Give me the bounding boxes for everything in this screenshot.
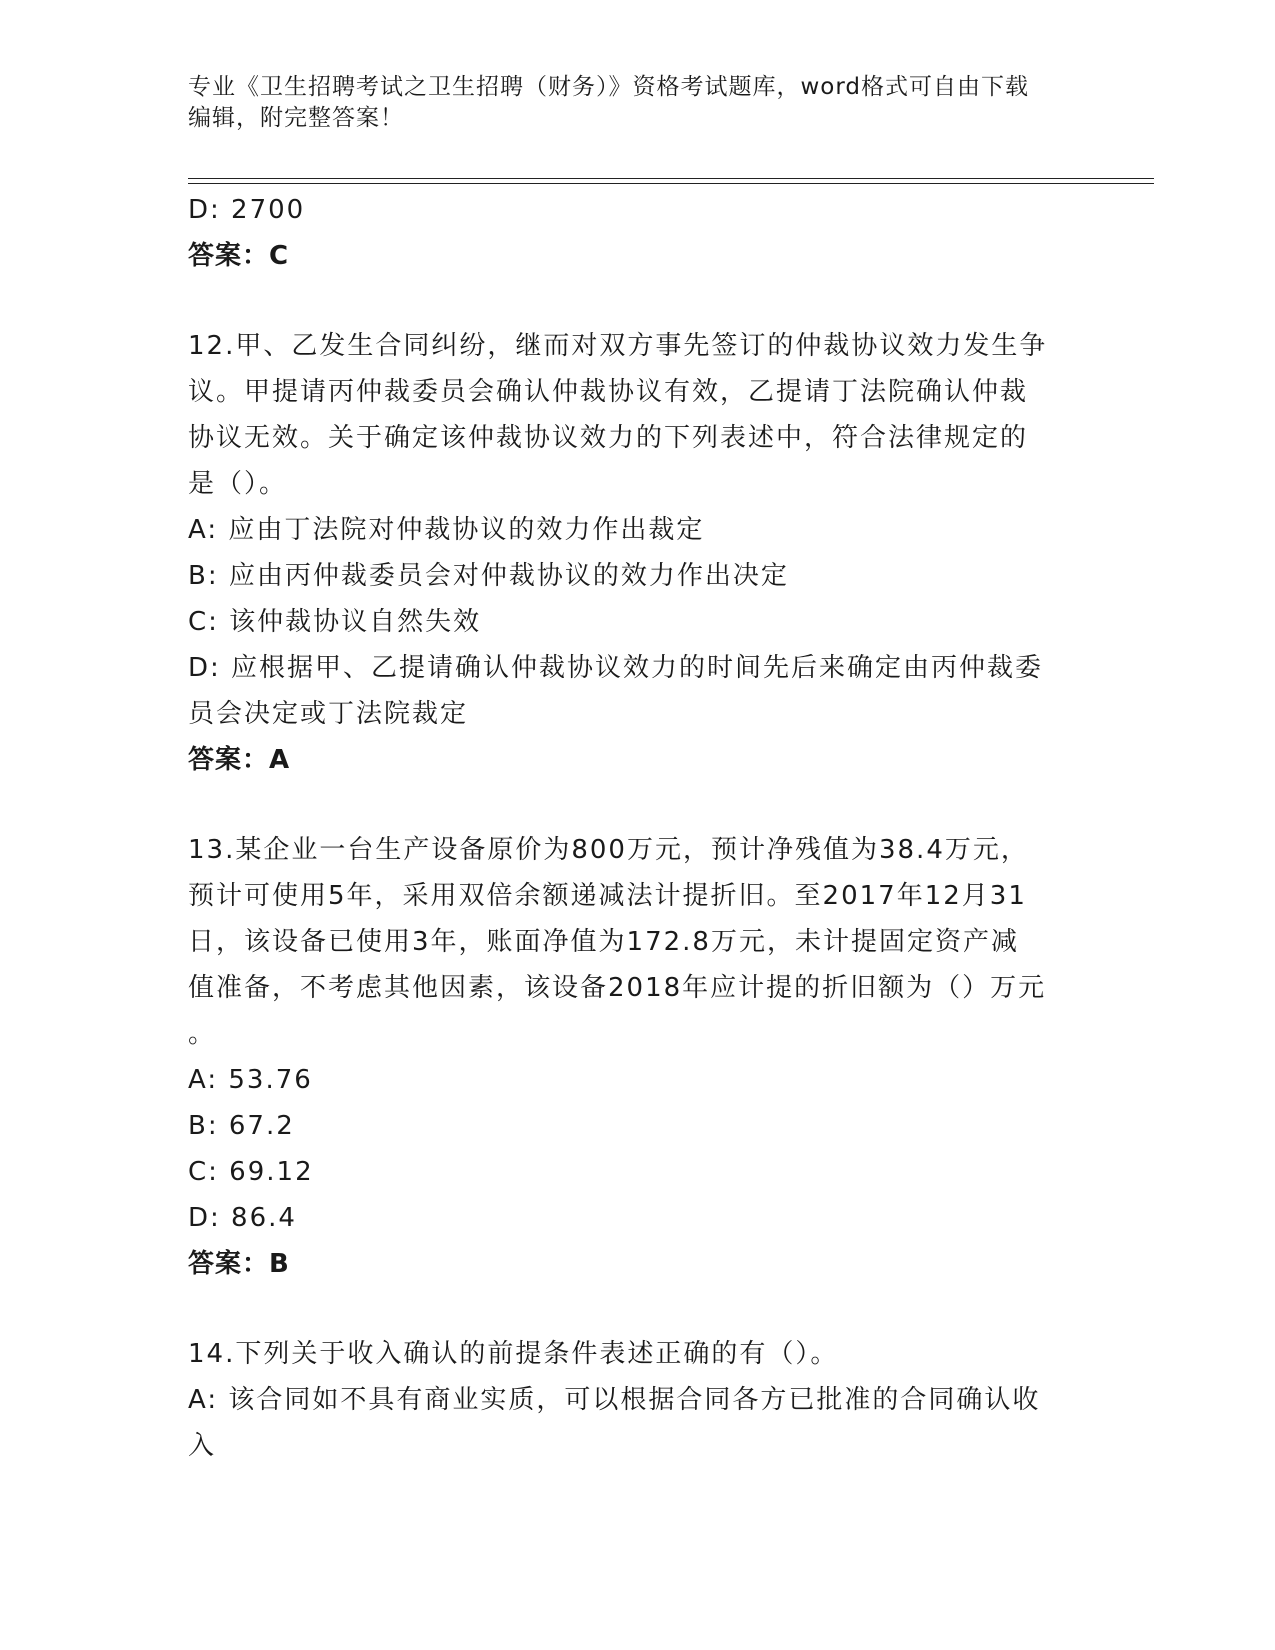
q12-stem-line: 12.甲、乙发生合同纠纷，继而对双方事先签订的仲裁协议效力发生争 <box>188 331 1048 361</box>
q13-stem-line: 。 <box>188 1019 217 1049</box>
header-divider-bottom <box>188 183 1154 184</box>
spacer <box>188 279 1088 323</box>
q12-option-b: B: 应由丙仲裁委员会对仲裁协议的效力作出决定 <box>188 561 789 591</box>
prev-answer: 答案：C <box>188 241 290 271</box>
q12-option-d: D: 应根据甲、乙提请确认仲裁协议效力的时间先后来确定由丙仲裁委 <box>188 653 1044 683</box>
header-line-2: 编辑，附完整答案！ <box>188 105 404 131</box>
q12-option-d-cont: 员会决定或丁法院裁定 <box>188 699 469 729</box>
spacer <box>188 783 1088 827</box>
q12-option-a: A: 应由丁法院对仲裁协议的效力作出裁定 <box>188 515 705 545</box>
question-14 <box>188 1331 1088 1469</box>
q13-option-d: D: 86.4 <box>188 1203 297 1233</box>
document-header <box>188 72 1068 134</box>
header-divider-top <box>188 178 1154 179</box>
header-line-1: 专业《卫生招聘考试之卫生招聘（财务）》资格考试题库，word格式可自由下载 <box>188 74 1030 100</box>
q12-stem-line: 议。甲提请丙仲裁委员会确认仲裁协议有效，乙提请丁法院确认仲裁 <box>188 377 1029 407</box>
q12-answer: 答案：A <box>188 745 291 775</box>
question-content <box>188 187 1088 1469</box>
q12-option-c: C: 该仲裁协议自然失效 <box>188 607 482 637</box>
question-13 <box>188 827 1088 1287</box>
q13-stem-line: 13.某企业一台生产设备原价为800万元，预计净残值为38.4万元， <box>188 835 1029 865</box>
q13-option-a: A: 53.76 <box>188 1065 313 1095</box>
q14-option-a: A: 该合同如不具有商业实质，可以根据合同各方已批准的合同确认收 <box>188 1385 1041 1415</box>
q13-stem-line: 日，该设备已使用3年，账面净值为172.8万元，未计提固定资产减 <box>188 927 1019 957</box>
q14-option-a-cont: 入 <box>188 1431 217 1461</box>
spacer <box>188 1287 1088 1331</box>
prev-option-d: D: 2700 <box>188 195 306 225</box>
q13-stem-line: 预计可使用5年，采用双倍余额递减法计提折旧。至2017年12月31 <box>188 881 1027 911</box>
q12-stem-line: 是（）。 <box>188 469 288 499</box>
q12-stem-line: 协议无效。关于确定该仲裁协议效力的下列表述中，符合法律规定的 <box>188 423 1029 453</box>
q13-option-c: C: 69.12 <box>188 1157 314 1187</box>
q13-option-b: B: 67.2 <box>188 1111 295 1141</box>
q14-stem-line: 14.下列关于收入确认的前提条件表述正确的有（）。 <box>188 1339 839 1369</box>
q13-stem-line: 值准备，不考虑其他因素，该设备2018年应计提的折旧额为（）万元 <box>188 973 1047 1003</box>
question-12 <box>188 323 1088 783</box>
q13-answer: 答案：B <box>188 1249 290 1279</box>
